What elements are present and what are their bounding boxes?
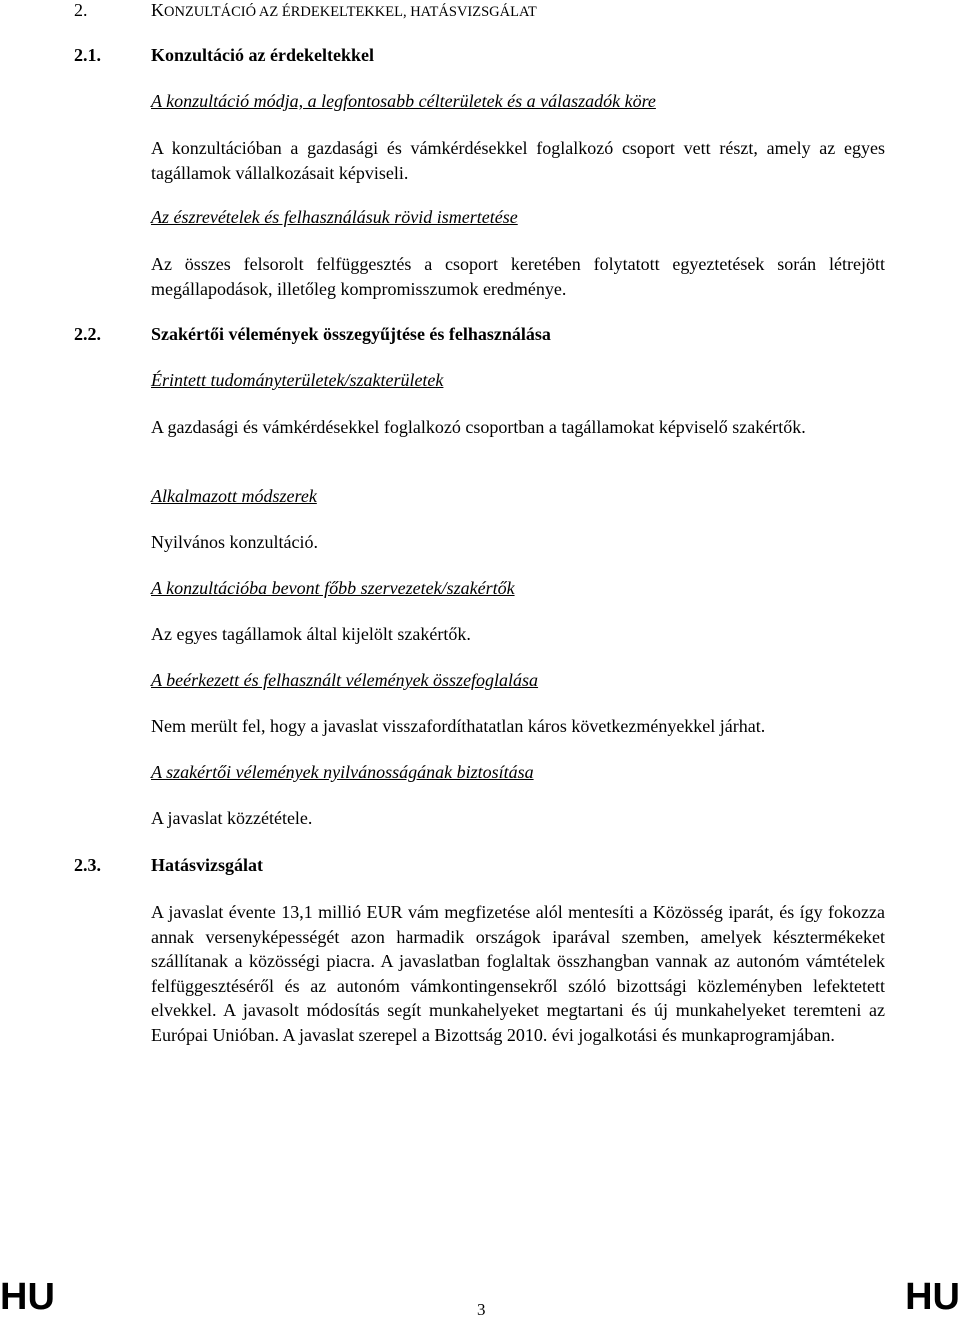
- section-2-1-paragraph-2: Az összes felsorolt felfüggesztés a csoport keretében folytatott egyeztetések során létrejött megállapodások, illetőleg kompromisszumok eredménye.: [151, 254, 885, 299]
- section-2-2-heading-5: A szakértői vélemények nyilvánosságának biztosítása: [151, 762, 534, 782]
- section-2-2-paragraph-1: A gazdasági és vámkérdésekkel foglalkozó csoportban a tagállamokat képviselő szakértők.: [151, 417, 806, 437]
- section-2-1-number: 2.1.: [74, 45, 101, 65]
- section-2-3-paragraph-1: A javaslat évente 13,1 millió EUR vám megfizetése alól mentesíti a Közösség iparát, és így fokozza annak versenyképességét azon harmadik országok iparával szemben, amelyek késztermékeket szállítanak a közösségi piacra. A javaslatban foglaltak összhangban vannak az autonóm vámtételek felfüggesztéséről és az autonóm vámkontingensekről szóló bizottsági közleményben lefektetett elvekkel. A javasolt módosítás segít munkahelyeket megtartani és új munkahelyeket teremteni az Európai Unióban. A javaslat szerepel a Bizottság 2010. évi jogalkotási és munkaprogramjában.: [151, 902, 885, 1045]
- section-2-1-paragraph-1: A konzultációban a gazdasági és vámkérdésekkel foglalkozó csoport vett részt, amely az egyes tagállamok vállalkozásait képviseli.: [151, 138, 885, 183]
- section-2-3-number: 2.3.: [74, 855, 101, 875]
- section-2-3-title: Hatásvizsgálat: [151, 855, 263, 875]
- section-2-2-paragraph-4: Nem merült fel, hogy a javaslat visszafordíthatatlan káros következményekkel járhat.: [151, 716, 766, 736]
- section-2-2-heading-1: Érintett tudományterületek/szakterületek: [151, 370, 444, 390]
- footer-language-left: HU: [0, 1276, 55, 1318]
- section-2-2-title: Szakértői vélemények összegyűjtése és felhasználása: [151, 324, 551, 344]
- section-2-2-number: 2.2.: [74, 324, 101, 344]
- section-2-1-title: Konzultáció az érdekeltekkel: [151, 45, 374, 65]
- section-2-2-paragraph-3: Az egyes tagállamok által kijelölt szakértők.: [151, 624, 471, 644]
- section-2-2-paragraph-2: Nyilvános konzultáció.: [151, 532, 318, 552]
- section-2-number: 2.: [74, 0, 88, 20]
- section-2-2-heading-4: A beérkezett és felhasznált vélemények összefoglalása: [151, 670, 539, 690]
- footer-language-right: HU: [905, 1276, 960, 1318]
- section-2-title: [151, 0, 537, 21]
- section-2-1-heading-2: Az észrevételek és felhasználásuk rövid ismertetése: [151, 207, 518, 227]
- page-number: 3: [477, 1300, 486, 1319]
- section-2-2-heading-2: Alkalmazott módszerek: [151, 486, 317, 506]
- section-2-1-heading-1: A konzultáció módja, a legfontosabb célterületek és a válaszadók köre: [151, 91, 656, 111]
- section-2-2-heading-3: A konzultációba bevont főbb szervezetek/szakértők: [151, 578, 515, 598]
- section-2-title-rest: ONZULTÁCIÓ AZ ÉRDEKELTEKKEL, HATÁSVIZSGÁLAT: [164, 4, 537, 20]
- section-2-title-initial: K: [151, 0, 164, 20]
- section-2-2-paragraph-5: A javaslat közzététele.: [151, 808, 313, 828]
